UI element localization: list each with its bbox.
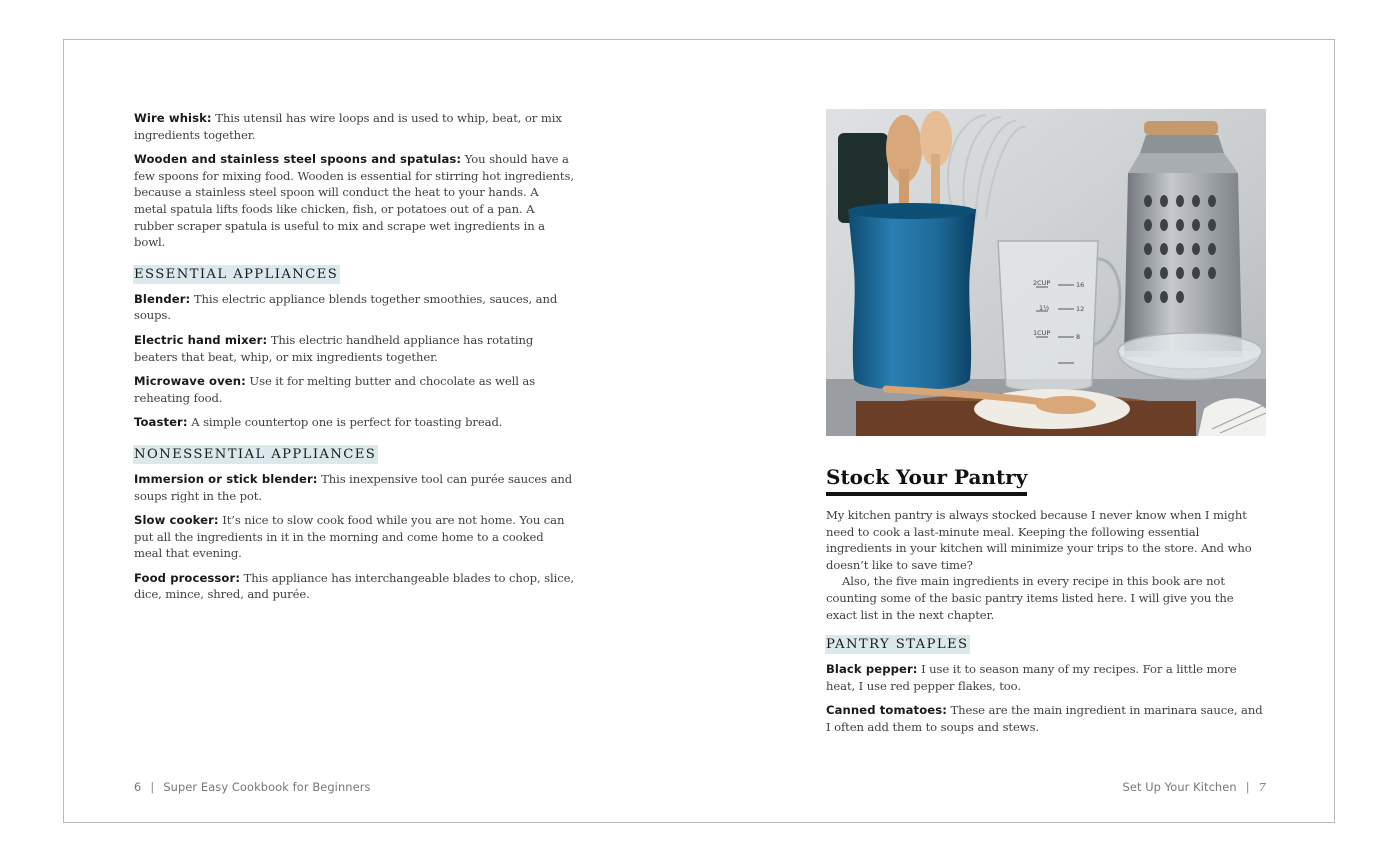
blue-crock-shape xyxy=(848,209,976,390)
entry-text: This utensil has wire loops and is used to whip, beat, or mix ingredients together. xyxy=(134,111,562,142)
entry-black-pepper xyxy=(826,661,1266,694)
right-folio xyxy=(1123,780,1266,794)
entry-term: Blender: xyxy=(134,291,191,306)
cup-marking-8: 8 xyxy=(1076,333,1081,341)
entry-text: This electric handheld appliance has rotating beaters that beat, whip, or mix ingredients together. xyxy=(134,332,534,364)
left-folio xyxy=(134,780,371,794)
entry-term: Black pepper: xyxy=(826,662,918,677)
entry-text: I use it to season many of my recipes. For a little more heat, I use red pepper flakes, too. xyxy=(826,662,1237,693)
measuring-cup-shape xyxy=(998,241,1098,391)
entry-wire-whisk xyxy=(134,110,574,143)
entry-immersion-blender xyxy=(134,471,574,504)
pantry-staples-heading: PANTRY STAPLES xyxy=(826,637,969,653)
right-page-column xyxy=(826,109,1266,744)
entry-text: This appliance has interchangeable blades to chop, slice, dice, mince, shred, and purée. xyxy=(134,570,574,602)
page-number: 7 xyxy=(1258,780,1266,794)
entry-term: Electric hand mixer: xyxy=(134,332,268,347)
pantry-paragraph-2-text: Also, the five main ingredients in every recipe in this book are not counting some of the basic pantry items listed here. I will give you the exact list in the next chapter. xyxy=(826,574,1234,622)
entry-text: This inexpensive tool can purée sauces and soups right in the pot. xyxy=(134,471,573,503)
entry-term: Canned tomatoes: xyxy=(826,703,947,718)
entry-term: Wooden and stainless steel spoons and spatulas: xyxy=(134,152,462,167)
folio-divider: | xyxy=(1245,780,1250,794)
entry-term: Slow cooker: xyxy=(134,513,219,528)
cup-marking-16: 16 xyxy=(1076,281,1085,289)
cup-marking-2cup: 2CUP xyxy=(1033,279,1051,287)
left-page-column xyxy=(134,110,574,611)
running-title: Super Easy Cookbook for Beginners xyxy=(163,780,371,794)
entry-text: You should have a few spoons for mixing food. Wooden is essential for stirring hot ingredients, because a stainless steel spoon will conduct the heat to your hands. A metal spatula lifts foods like chicken, fish, or potatoes out of a pan. A rubber scraper spatula is useful to mix and scrape wet ingredients in a bowl. xyxy=(134,152,574,250)
entry-term: Toaster: xyxy=(134,415,188,430)
entry-term: Wire whisk: xyxy=(134,111,212,125)
entry-microwave xyxy=(134,373,574,406)
entry-food-processor xyxy=(134,570,574,603)
page-number: 6 xyxy=(134,780,142,794)
cup-marking-1cup: 1CUP xyxy=(1033,329,1051,337)
pantry-paragraph-1: My kitchen pantry is always stocked because I never know when I might need to cook a last-minute meal. Keeping the following essential ingredients in your kitchen will minimize your trips to the store. And who doesn’t like to save time? xyxy=(826,508,1252,572)
entry-hand-mixer xyxy=(134,332,574,365)
entry-text: This electric appliance blends together smoothies, sauces, and soups. xyxy=(134,291,558,323)
folio-divider: | xyxy=(150,780,155,794)
cup-marking-12: 12 xyxy=(1076,305,1085,313)
entry-text: It’s nice to slow cook food while you are not home. You can put all the ingredients in it in the morning and come home to a cooked meal that evening. xyxy=(134,513,565,561)
entry-term: Microwave oven: xyxy=(134,374,246,389)
entry-term: Immersion or stick blender: xyxy=(134,471,318,486)
entry-text: A simple countertop one is perfect for toasting bread. xyxy=(187,415,503,430)
entry-blender xyxy=(134,291,574,324)
entry-canned-tomatoes xyxy=(826,702,1266,735)
running-title: Set Up Your Kitchen xyxy=(1122,780,1237,794)
essential-appliances-heading: ESSENTIAL APPLIANCES xyxy=(134,266,339,282)
entry-spoons-spatulas xyxy=(134,151,574,251)
entry-text: Use it for melting butter and chocolate as well as reheating food. xyxy=(134,374,536,405)
kitchen-utensils-photo xyxy=(826,109,1266,436)
cup-marking-fraction: 1½ xyxy=(1039,304,1050,312)
entry-slow-cooker xyxy=(134,512,574,562)
entry-toaster xyxy=(134,414,574,431)
pantry-paragraph-2 xyxy=(826,573,1266,623)
nonessential-appliances-heading: NONESSENTIAL APPLIANCES xyxy=(134,446,377,462)
stock-your-pantry-title: Stock Your Pantry xyxy=(826,465,1027,496)
entry-term: Food processor: xyxy=(134,570,241,585)
entry-text: These are the main ingredient in marinara sauce, and I often add them to soups and stews. xyxy=(826,703,1263,734)
